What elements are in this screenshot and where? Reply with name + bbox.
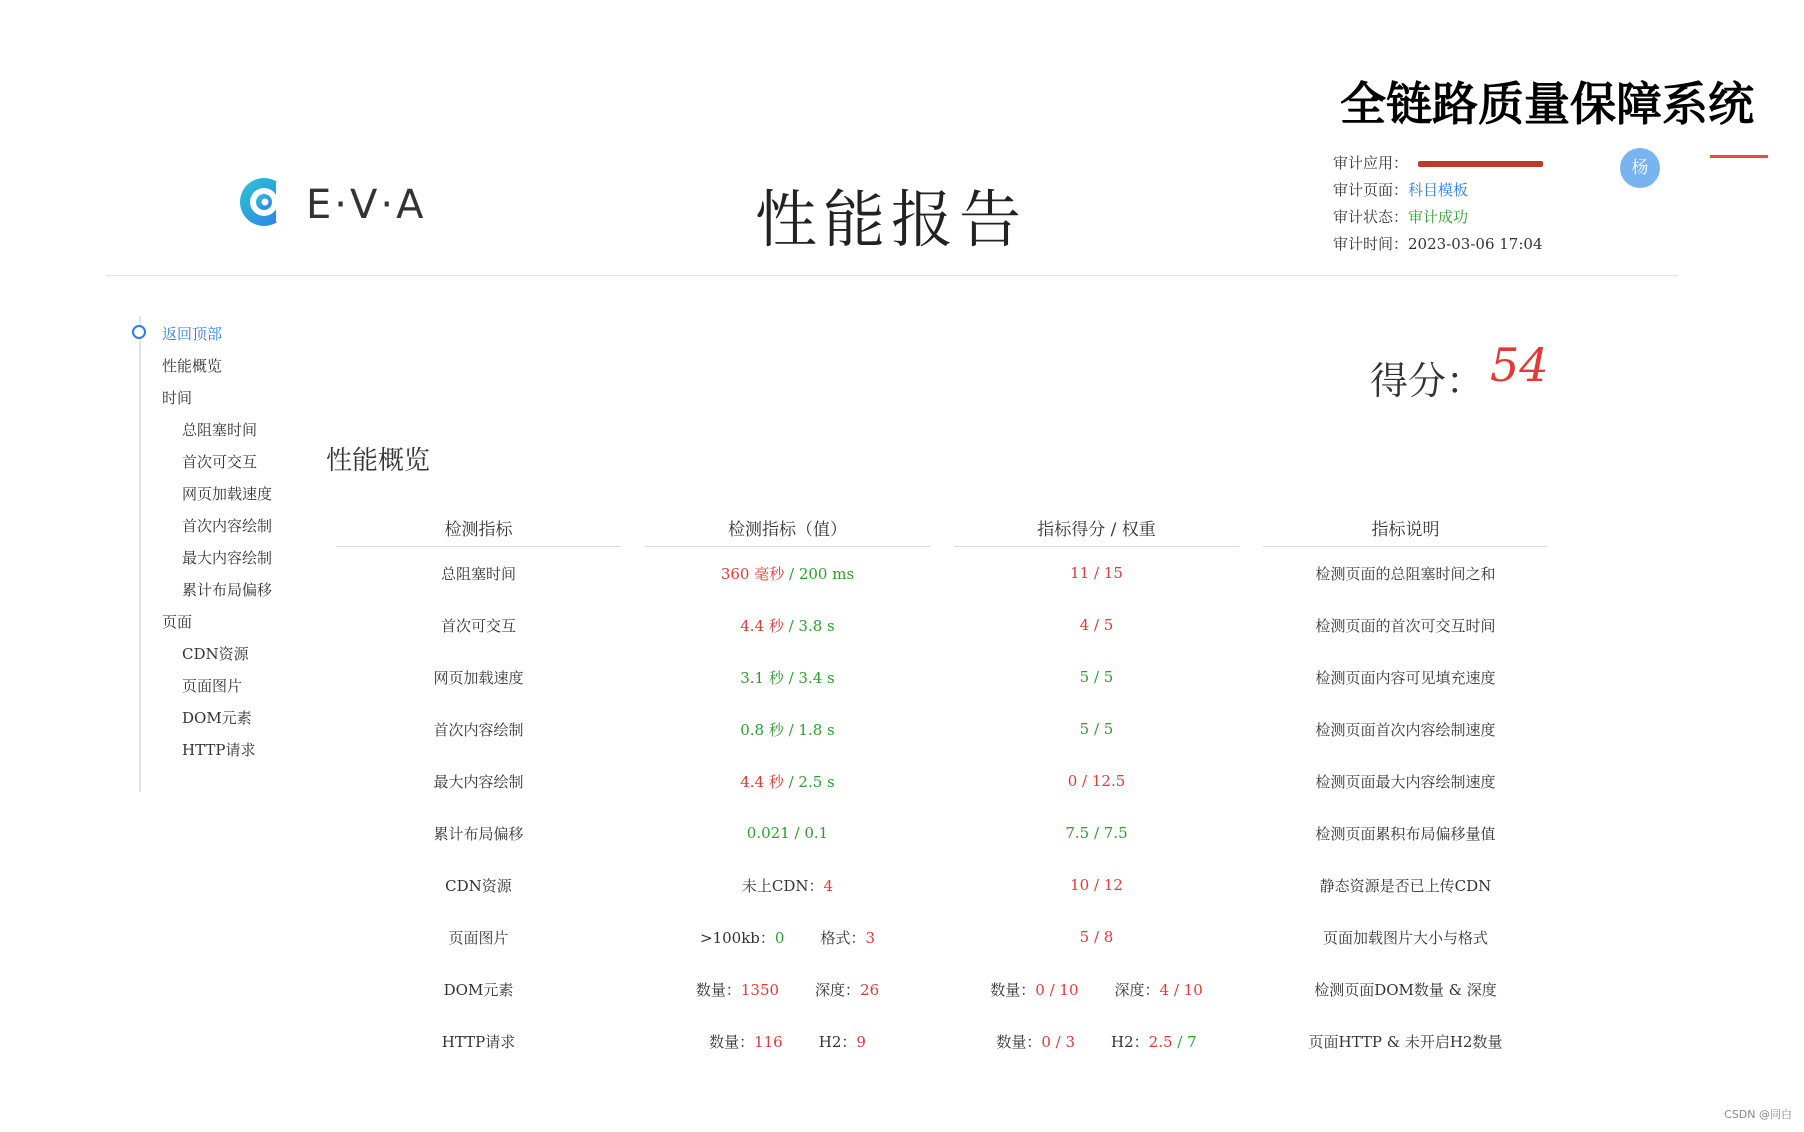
metric-name: 累计布局偏移	[433, 824, 524, 843]
meta-time-label: 审计时间：	[1333, 235, 1409, 253]
toc-active-dot-icon	[132, 325, 146, 339]
col-header-value: 检测指标（值）	[645, 508, 930, 547]
img-format-label: 格式：	[820, 928, 866, 947]
table-row	[336, 703, 1548, 755]
toc-item-tti[interactable]: 首次可交互	[182, 453, 258, 471]
http-h2-label: H2：	[818, 1032, 857, 1051]
metric-value-main: 4.4 秒	[740, 772, 784, 791]
metric-value	[645, 547, 930, 599]
toc-item-fcp[interactable]: 首次内容绘制	[182, 517, 273, 535]
toc-nav	[162, 320, 272, 768]
meta-time-row	[1333, 231, 1543, 258]
metric-value	[645, 703, 930, 755]
table-row	[336, 963, 1548, 1015]
section-title: 性能概览	[326, 446, 431, 476]
redacted-app-name	[1418, 161, 1543, 167]
meta-app-label: 审计应用：	[1333, 154, 1409, 172]
toc-item-dom[interactable]: DOM元素	[182, 709, 252, 727]
metric-desc: 检测页面DOM数量 & 深度	[1314, 980, 1497, 999]
toc-item-lcp[interactable]: 最大内容绘制	[182, 549, 273, 567]
cdn-value: 4	[823, 876, 834, 895]
metric-value	[645, 911, 930, 963]
metric-score: 4 / 5	[1079, 616, 1114, 634]
http-count-label: 数量：	[709, 1032, 755, 1051]
metric-value	[645, 599, 930, 651]
metric-value-threshold: / 1.8 s	[783, 720, 835, 739]
toc-item-cls[interactable]: 累计布局偏移	[182, 581, 273, 599]
audit-meta	[1333, 150, 1543, 258]
metric-value-threshold: / 0.1	[789, 824, 829, 842]
meta-time-value: 2023-03-06 17:04	[1408, 235, 1543, 253]
metric-score	[954, 963, 1239, 1015]
img-size-value: 0	[774, 928, 785, 947]
col-header-desc: 指标说明	[1263, 508, 1548, 547]
metric-value	[645, 1015, 930, 1067]
metric-score: 10 / 12	[1070, 876, 1123, 894]
score-h2-value: 2.5	[1148, 1032, 1173, 1051]
http-count-value: 116	[754, 1032, 783, 1051]
metric-value-threshold: / 3.8 s	[783, 616, 835, 635]
metric-name: 首次内容绘制	[433, 720, 524, 739]
metric-name: 最大内容绘制	[433, 772, 524, 791]
meta-status-value: 审计成功	[1408, 208, 1469, 226]
meta-page-label: 审计页面：	[1333, 181, 1409, 199]
metric-desc: 检测页面首次内容绘制速度	[1315, 720, 1496, 739]
table-header-row	[336, 508, 1548, 547]
score-h2-label: H2：	[1111, 1032, 1149, 1051]
metric-score: 5 / 5	[1079, 720, 1114, 738]
metric-score: 0 / 12.5	[1067, 772, 1126, 790]
metric-name: 网页加载速度	[433, 668, 524, 687]
metric-desc: 检测页面最大内容绘制速度	[1315, 772, 1496, 791]
metric-name: HTTP请求	[441, 1032, 516, 1051]
metric-desc: 页面HTTP & 未开启H2数量	[1308, 1032, 1503, 1051]
table-row	[336, 547, 1548, 599]
http-h2-value: 9	[856, 1032, 866, 1051]
score-count-weight: / 3	[1050, 1032, 1076, 1051]
meta-status-label: 审计状态：	[1333, 208, 1409, 226]
col-header-metric: 检测指标	[336, 508, 621, 547]
toc-back-top[interactable]: 返回顶部	[162, 325, 223, 343]
metric-desc: 静态资源是否已上传CDN	[1319, 876, 1492, 895]
toc-item-http[interactable]: HTTP请求	[182, 741, 256, 759]
accent-line	[1710, 155, 1768, 158]
metric-desc: 检测页面内容可见填充速度	[1315, 668, 1496, 687]
metric-value-main: 0.8 秒	[740, 720, 784, 739]
toc-track	[139, 316, 141, 792]
toc-time-group[interactable]: 时间	[162, 389, 193, 407]
score-h2-weight: / 7	[1172, 1032, 1197, 1051]
metric-score: 5 / 5	[1079, 668, 1114, 686]
metric-value-main: 360 毫秒	[720, 564, 785, 583]
score-count-label: 数量：	[996, 1032, 1042, 1051]
metric-name: DOM元素	[443, 980, 514, 999]
dom-count-value: 1350	[740, 980, 780, 999]
meta-status-row	[1333, 204, 1543, 231]
dom-depth-label: 深度：	[815, 980, 861, 999]
metric-value	[645, 651, 930, 703]
table-row	[336, 911, 1548, 963]
toc-item-images[interactable]: 页面图片	[182, 677, 243, 695]
metric-value-threshold: / 2.5 s	[783, 772, 835, 791]
table-row	[336, 651, 1548, 703]
metric-name: 总阻塞时间	[440, 564, 516, 583]
score-label: 得分：	[1370, 359, 1485, 403]
table-row	[336, 1015, 1548, 1067]
eva-logo-icon	[236, 172, 296, 232]
metric-score: 5 / 8	[1079, 928, 1114, 946]
toc-page-group[interactable]: 页面	[162, 613, 193, 631]
score-depth-weight: / 10	[1169, 980, 1203, 999]
table-row	[336, 807, 1548, 859]
img-format-value: 3	[865, 928, 875, 947]
score-count-label: 数量：	[990, 980, 1036, 999]
metric-value	[645, 755, 930, 807]
metric-value	[645, 807, 930, 859]
toc-item-speed-index[interactable]: 网页加载速度	[182, 485, 273, 503]
metric-name: CDN资源	[445, 876, 512, 895]
metric-desc: 检测页面的总阻塞时间之和	[1315, 564, 1496, 583]
table-row	[336, 755, 1548, 807]
meta-page-link[interactable]: 科目模板	[1408, 181, 1469, 199]
metrics-table	[336, 508, 1548, 1067]
score-value: 54	[1490, 338, 1549, 392]
metric-value-threshold: / 200 ms	[784, 564, 855, 583]
header-divider	[106, 275, 1678, 276]
metric-name: 页面图片	[448, 928, 509, 947]
score-depth-label: 深度：	[1114, 980, 1160, 999]
metric-desc: 检测页面的首次可交互时间	[1315, 616, 1496, 635]
metric-value-main: 0.021	[746, 824, 790, 842]
score-count-weight: / 10	[1044, 980, 1079, 999]
slide-title: 全链路质量保障系统	[1340, 77, 1754, 131]
metric-score: 11 / 15	[1070, 564, 1123, 582]
score-depth-value: 4	[1159, 980, 1170, 999]
dom-count-label: 数量：	[695, 980, 741, 999]
img-size-label: >100kb：	[700, 928, 775, 947]
table-row	[336, 859, 1548, 911]
dom-depth-value: 26	[860, 980, 880, 999]
metric-value-main: 3.1 秒	[740, 668, 784, 687]
toc-item-cdn[interactable]: CDN资源	[182, 645, 249, 663]
metric-name: 首次可交互	[440, 616, 516, 635]
report-title: 性能报告	[755, 183, 1028, 256]
metric-value	[645, 963, 930, 1015]
meta-page-row	[1333, 177, 1543, 204]
cdn-label: 未上CDN：	[741, 876, 824, 895]
metric-score	[954, 1015, 1239, 1067]
watermark: CSDN @同白	[1724, 1108, 1792, 1121]
metric-score: 7.5 / 7.5	[1065, 824, 1128, 842]
metric-desc: 页面加载图片大小与格式	[1322, 928, 1488, 947]
metric-value-threshold: / 3.4 s	[783, 668, 835, 687]
logo-text: E·V·A	[306, 182, 427, 228]
toc-item-blocking-time[interactable]: 总阻塞时间	[182, 421, 258, 439]
col-header-score: 指标得分 / 权重	[954, 508, 1239, 547]
toc-overview[interactable]: 性能概览	[162, 357, 223, 375]
user-avatar[interactable]: 杨	[1620, 148, 1660, 188]
metric-value	[645, 859, 930, 911]
metric-value-main: 4.4 秒	[740, 616, 784, 635]
meta-app-row	[1333, 150, 1543, 177]
table-row	[336, 599, 1548, 651]
metric-desc: 检测页面累积布局偏移量值	[1315, 824, 1496, 843]
score-count-value: 0	[1041, 1032, 1051, 1051]
score-count-value: 0	[1035, 980, 1045, 999]
